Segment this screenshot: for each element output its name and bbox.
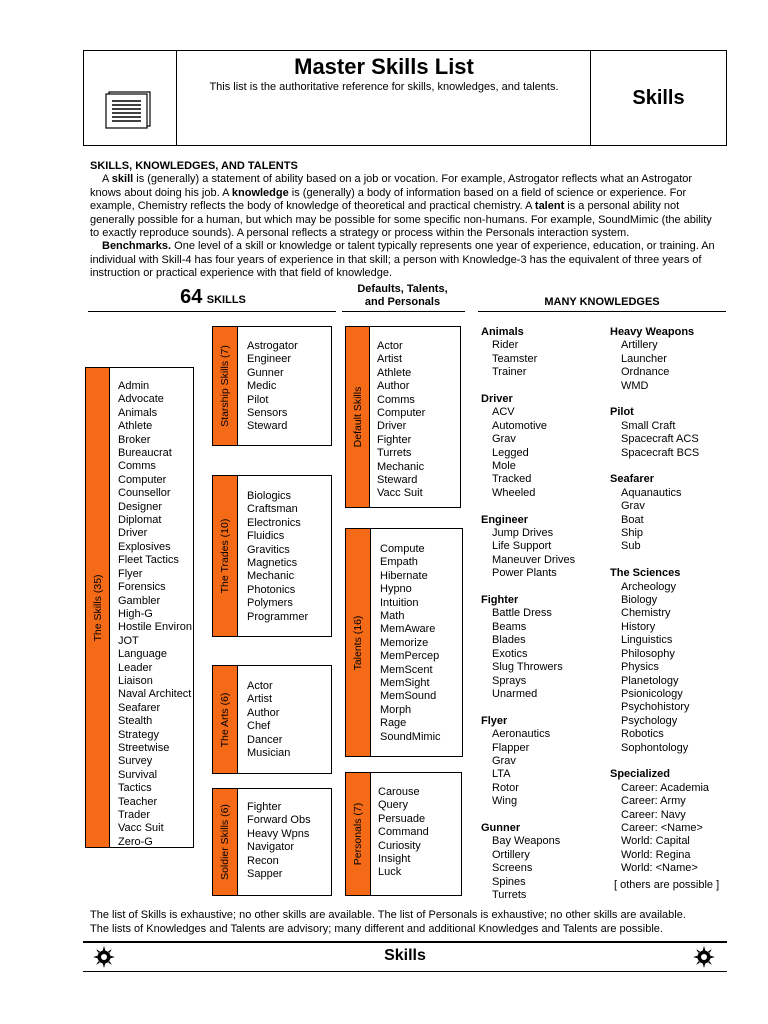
list-item: Carouse (378, 786, 420, 798)
list-item: Flyer (118, 567, 143, 580)
list-item: Polymers (247, 597, 293, 610)
list-item: Actor (377, 340, 403, 352)
list-item: Teacher (118, 795, 158, 808)
knowledge-item: LTA (492, 768, 511, 781)
list-item: Gravitics (247, 543, 290, 556)
knowledge-item: Aeronautics (492, 728, 551, 741)
list-item: Sapper (247, 868, 283, 881)
knowledge-item: Career: Academia (621, 781, 710, 794)
knowledge-item: Flapper (492, 741, 530, 754)
sun-emblem-icon (93, 946, 115, 968)
knowledge-item: Boat (621, 513, 644, 526)
knowledge-item: Wing (492, 795, 518, 808)
knowledges-note: [ others are possible ] (614, 879, 720, 891)
list-item: Author (247, 706, 280, 719)
knowledge-item: Psychohistory (621, 701, 690, 714)
knowledge-item: Linguistics (621, 634, 673, 647)
page-title: Master Skills List (294, 54, 474, 79)
list-item: Curiosity (378, 839, 421, 852)
box-default-skills (345, 326, 461, 508)
list-item: Stealth (118, 715, 153, 728)
knowledge-item: Blades (492, 634, 526, 647)
knowledge-item: Legged (492, 446, 529, 459)
footer-note-1: The list of Skills is exhaustive; no other skills are available. The list of Personals is exhaustive; no other skills are available. (90, 909, 686, 921)
knowledge-item: Ordnance (621, 366, 670, 379)
knowledge-item: ACV (492, 406, 515, 419)
knowledge-item: Grav (492, 754, 516, 767)
box-tab: Starship Skills (7) (212, 326, 238, 446)
list-item: High-G (118, 607, 153, 620)
knowledge-item: World: <Name> (621, 862, 698, 875)
knowledge-item: Grav (621, 500, 645, 513)
document-icon (104, 91, 152, 129)
box-talents (345, 528, 463, 757)
list-item: Computer (377, 407, 426, 420)
list-item: Memorize (380, 636, 429, 649)
knowledge-item: Chemistry (621, 607, 671, 620)
list-item: Fighter (247, 801, 282, 813)
knowledge-item: Small Craft (621, 419, 676, 432)
knowledge-item: Life Support (492, 540, 552, 553)
knowledge-item: Physics (621, 661, 659, 674)
knowledge-item: Launcher (621, 352, 667, 365)
list-item: Mechanic (377, 460, 425, 473)
list-item: Pilot (247, 393, 269, 406)
knowledge-item: Ortillery (492, 848, 530, 861)
list-item: Tactics (118, 782, 152, 795)
box-personals (345, 772, 462, 896)
list-item: MemSound (380, 690, 437, 703)
list-item: Bureaucrat (118, 447, 172, 460)
list-item: Survey (118, 755, 153, 768)
knowledge-item: Tracked (492, 473, 532, 486)
list-item: Heavy Wpns (247, 827, 310, 840)
knowledge-item: Artillery (621, 339, 658, 352)
box-the-arts (212, 665, 332, 774)
box-tab: The Arts (6) (212, 665, 238, 774)
knowledge-item: Psychology (621, 714, 678, 727)
knowledge-heading: Driver (481, 393, 513, 406)
box-tab: Default Skills (345, 326, 370, 508)
skill-list (377, 340, 425, 501)
intro-section (90, 160, 720, 281)
list-item: Advocate (118, 393, 164, 406)
box-tab: Personals (7) (345, 772, 371, 896)
knowledges-column-header: MANY KNOWLEDGES (544, 296, 660, 308)
list-item: MemSight (380, 677, 430, 690)
knowledge-item: Teamster (492, 352, 538, 365)
list-item: Dancer (247, 733, 283, 746)
list-item: Turrets (377, 447, 412, 460)
knowledge-item: WMD (621, 379, 649, 392)
intro-paragraph-benchmarks: Benchmarks. One level of a skill or knowledge or talent typically represents one year of experience, education, or training. An individual with Skill-4 has four years of experience in that skill; a person with Knowledge-3 has the equivalent of three years of instruction or practical experience with that field of knowledge. (90, 240, 715, 280)
sun-emblem-icon (693, 946, 715, 968)
knowledge-item: World: Capital (621, 835, 690, 848)
knowledge-item: Spacecraft ACS (621, 433, 699, 446)
knowledge-item: Sophontology (621, 741, 689, 754)
knowledge-item: Career: <Name> (621, 821, 703, 834)
knowledge-item: Turrets (492, 888, 527, 901)
list-item: MemScent (380, 663, 433, 676)
knowledge-item: Career: Army (621, 795, 686, 808)
list-item: Comms (118, 460, 156, 473)
list-item: Query (378, 799, 408, 812)
box-soldier-skills (212, 788, 332, 896)
knowledge-item: Power Plants (492, 567, 557, 580)
list-item: Strategy (118, 728, 159, 741)
knowledge-heading: Engineer (481, 513, 529, 526)
list-item: Persuade (378, 812, 426, 825)
knowledge-item: World: Regina (621, 848, 691, 861)
knowledge-item: Grav (492, 433, 516, 446)
list-item: Intuition (380, 596, 419, 609)
knowledge-item: Philosophy (621, 647, 675, 660)
list-item: Liaison (118, 674, 153, 687)
knowledge-item: Biology (621, 594, 658, 607)
knowledge-heading: Gunner (481, 821, 521, 834)
list-item: Biologics (247, 490, 292, 502)
knowledge-item: Bay Weapons (492, 835, 561, 848)
list-item: Author (377, 380, 410, 393)
knowledge-item: Archeology (621, 580, 677, 593)
list-item: Steward (247, 420, 288, 433)
list-item: Fluidics (247, 530, 285, 543)
knowledge-item: Unarmed (492, 687, 538, 700)
knowledge-item: Robotics (621, 728, 664, 741)
list-item: Trader (118, 809, 150, 821)
knowledge-item: Sub (621, 540, 641, 553)
list-item: Rage (380, 717, 407, 730)
list-item: Leader (118, 661, 153, 674)
box-tab: The Skills (35) (85, 367, 110, 848)
header-table (83, 50, 727, 146)
list-item: Musician (247, 747, 291, 760)
knowledge-item: Spines (492, 875, 526, 888)
knowledge-heading: Seafarer (610, 473, 655, 486)
skills-column-header: 64 SKILLS (180, 286, 246, 308)
knowledge-item: Maneuver Drives (492, 553, 576, 566)
list-item: SoundMimic (380, 730, 441, 743)
list-item: Athlete (377, 366, 412, 379)
box-tab: Soldier Skills (6) (212, 788, 238, 896)
skill-list (118, 380, 192, 849)
skill-list (247, 490, 308, 624)
page-subtitle: This list is the authoritative reference for skills, knowledges, and talents. (209, 81, 559, 93)
list-item: Broker (118, 433, 151, 446)
knowledge-heading: Specialized (610, 768, 670, 781)
list-item: Vacc Suit (118, 822, 164, 835)
knowledge-item: Jump Drives (492, 527, 554, 540)
list-item: Actor (247, 680, 273, 692)
list-item: Admin (118, 380, 150, 392)
footer-note-2: The lists of Knowledges and Talents are advisory; many different and additional Knowledges and Talents are possible. (90, 922, 663, 935)
list-item: Comms (377, 393, 415, 406)
skill-list (247, 680, 290, 760)
list-item: Fleet Tactics (118, 554, 179, 567)
intro-paragraph-definitions: A skill is (generally) a statement of ability based on a job or vocation. For example, Astrogator reflects what an Astrogator knows about doing his job. A knowledge is (generally) a body of information based on a field of science or experience. For example, Chemistry reflects the body of knowledge of theoretical and practical chemistry. A talent is a personal ability not generally possible for a human, but which may be possible for some specific non-humans. For example, SoundMimic (the ability to exactly reproduce sounds). A personal reflects a strategy or process within the Personals interaction system. (90, 173, 712, 240)
box-starship-skills (212, 326, 332, 446)
knowledge-heading: Animals (481, 326, 524, 338)
list-item: Vacc Suit (377, 487, 423, 500)
knowledge-item: Rotor (492, 781, 519, 794)
defaults-header-rule (342, 311, 465, 312)
list-item: Gambler (118, 594, 161, 607)
list-item: Fighter (377, 433, 412, 446)
list-item: Electronics (247, 516, 301, 529)
list-item: Gunner (247, 366, 284, 379)
knowledge-item: Slug Throwers (492, 661, 563, 674)
list-item: Recon (247, 854, 279, 867)
list-item: Empath (380, 556, 418, 569)
list-item: Navigator (247, 841, 295, 854)
list-item: Artist (377, 353, 403, 366)
list-item: Command (378, 826, 429, 839)
skill-list (247, 340, 298, 434)
list-item: Insight (378, 853, 411, 866)
list-item: Forward Obs (247, 814, 311, 827)
list-item: Hostile Environ (118, 621, 192, 634)
knowledge-item: Wheeled (492, 486, 536, 499)
knowledge-heading: Heavy Weapons (610, 326, 695, 338)
list-item: Animals (118, 406, 158, 419)
list-item: Streetwise (118, 741, 170, 754)
knowledge-item: Beams (492, 620, 527, 633)
footer-notes (90, 909, 730, 936)
knowledge-item: Psionicology (621, 687, 683, 700)
list-item: Forensics (118, 581, 166, 594)
list-item: Hypno (380, 583, 412, 596)
knowledge-heading: Pilot (610, 406, 634, 419)
knowledge-item: Planetology (621, 674, 679, 687)
list-item: Compute (380, 543, 425, 555)
list-item: Astrogator (247, 340, 298, 352)
knowledge-item: Automotive (492, 419, 548, 432)
list-item: Hibernate (380, 569, 428, 582)
list-item: Programmer (247, 610, 309, 623)
knowledge-heading: Fighter (481, 594, 519, 607)
knowledge-item: Mole (492, 460, 516, 473)
list-item: Naval Architect (118, 688, 192, 701)
list-item: MemAware (380, 623, 436, 636)
box-the-trades (212, 475, 332, 637)
knowledge-item: Sprays (492, 674, 527, 687)
knowledges-right-column (610, 326, 730, 876)
list-item: Morph (380, 703, 412, 716)
list-item: Driver (118, 527, 148, 540)
list-item: Craftsman (247, 503, 298, 516)
intro-heading: SKILLS, KNOWLEDGES, AND TALENTS (90, 160, 298, 172)
knowledges-left-column (481, 326, 601, 902)
knowledge-heading: The Sciences (610, 567, 681, 580)
section-title: Skills (632, 87, 685, 109)
list-item: JOT (118, 634, 139, 647)
list-item: Magnetics (247, 557, 298, 570)
list-item: Survival (118, 768, 158, 781)
knowledge-item: Spacecraft BCS (621, 446, 700, 459)
list-item: Seafarer (118, 701, 161, 714)
list-item: Mechanic (247, 570, 295, 583)
list-item: Medic (247, 380, 277, 393)
knowledge-item: Ship (621, 527, 644, 540)
footer-rule-bottom (83, 971, 727, 972)
list-item: MemPercep (380, 650, 440, 663)
box-tab: The Trades (10) (212, 475, 238, 637)
list-item: Sensors (247, 407, 288, 420)
list-item: Chef (247, 720, 271, 733)
list-item: Computer (118, 473, 167, 486)
list-item: Math (380, 610, 405, 623)
personal-list (378, 786, 429, 880)
list-item: Zero-G (118, 835, 153, 848)
knowledge-item: Rider (492, 339, 519, 352)
knowledge-item: History (621, 620, 656, 633)
skills-header-rule (88, 311, 336, 312)
knowledge-heading: Flyer (481, 714, 508, 727)
box-tab: Talents (16) (345, 528, 371, 757)
list-item: Steward (377, 474, 418, 487)
list-item: Luck (378, 866, 402, 879)
list-item: Athlete (118, 420, 153, 433)
knowledge-item: Career: Navy (621, 808, 686, 821)
skill-list (247, 801, 311, 881)
header-icon-cell (84, 51, 177, 145)
list-item: Artist (247, 693, 273, 706)
list-item: Designer (118, 500, 163, 513)
knowledge-item: Battle Dress (492, 607, 552, 620)
knowledge-item: Screens (492, 862, 533, 875)
knowledge-item: Aquanautics (621, 486, 682, 499)
list-item: Language (118, 648, 167, 661)
list-item: Counsellor (118, 487, 171, 500)
knowledge-item: Exotics (492, 647, 528, 660)
knowledges-header-rule (478, 311, 726, 312)
talent-list (380, 543, 441, 744)
box-the-skills (85, 367, 194, 848)
footer-rule-top (83, 941, 727, 943)
list-item: Engineer (247, 353, 292, 366)
footer-title: Skills (384, 947, 426, 964)
list-item: Photonics (247, 583, 296, 596)
knowledge-item: Trainer (492, 366, 527, 379)
list-item: Diplomat (118, 514, 162, 527)
defaults-column-header: Defaults, Talents, and Personals (357, 283, 448, 308)
list-item: Driver (377, 420, 407, 433)
list-item: Explosives (118, 540, 171, 553)
